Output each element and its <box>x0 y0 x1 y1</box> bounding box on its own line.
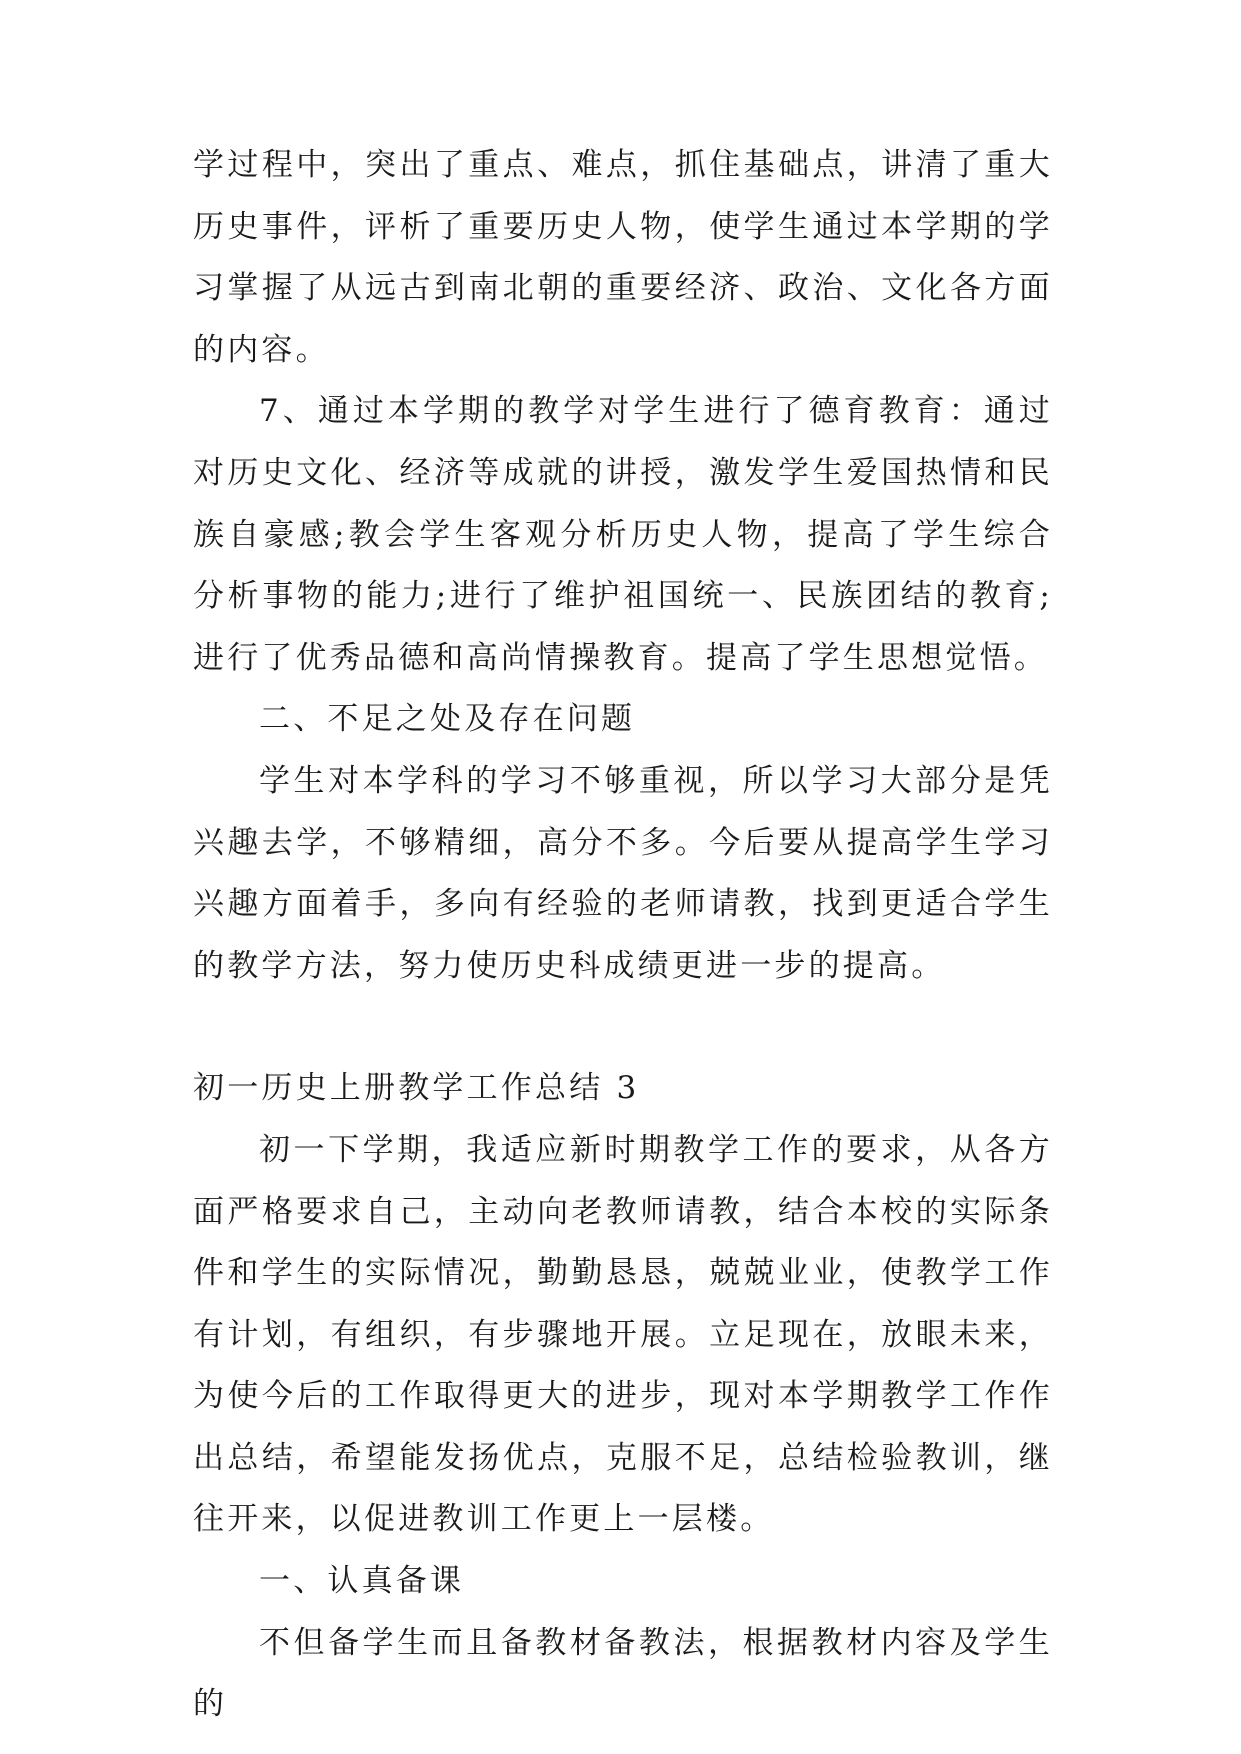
subheading-prepare-lessons: 一、认真备课 <box>259 1563 465 1600</box>
body-paragraph-intro: 初一下学期，我适应新时期教学工作的要求，从各方面严格要求自己，主动向老教师请教，结合本校的实际条件和学生的实际情况，勤勤恳恳，兢兢业业，使教学工作有计划，有组织，有步骤地开展。立足现在，放眼未来，为使今后的工作取得更大的进步，现对本学期教学工作作出总结，希望能发扬优点，克服不足，总结检验教训，继往开来，以促进教训工作更上一层楼。 <box>193 1131 1053 1538</box>
body-paragraph-continued: 学过程中，突出了重点、难点，抓住基础点，讲清了重大历史事件，评析了重要历史人物，使学生通过本学期的学习掌握了从远古到南北朝的重要经济、政治、文化各方面的内容。 <box>193 147 1053 368</box>
subheading-shortcomings: 二、不足之处及存在问题 <box>259 701 636 738</box>
section-title: 初一历史上册教学工作总结 3 <box>193 1070 640 1107</box>
body-paragraph-moral-education: 7、通过本学期的教学对学生进行了德育教育：通过对历史文化、经济等成就的讲授，激发学生爱国热情和民族自豪感;教会学生客观分析历史人物，提高了学生综合分析事物的能力;进行了维护祖国统一、民族团结的教育;进行了优秀品德和高尚情操教育。提高了学生思想觉悟。 <box>193 393 1053 676</box>
body-paragraph-prepare-lessons: 不但备学生而且备教材备教法，根据教材内容及学生的 <box>193 1624 1053 1723</box>
body-paragraph-shortcomings: 学生对本学科的学习不够重视，所以学习大部分是凭兴趣去学，不够精细，高分不多。今后要从提高学生学习兴趣方面着手，多向有经验的老师请教，找到更适合学生的教学方法，努力使历史科成绩更进一步的提高。 <box>193 762 1053 984</box>
document-page <box>193 135 1053 1736</box>
